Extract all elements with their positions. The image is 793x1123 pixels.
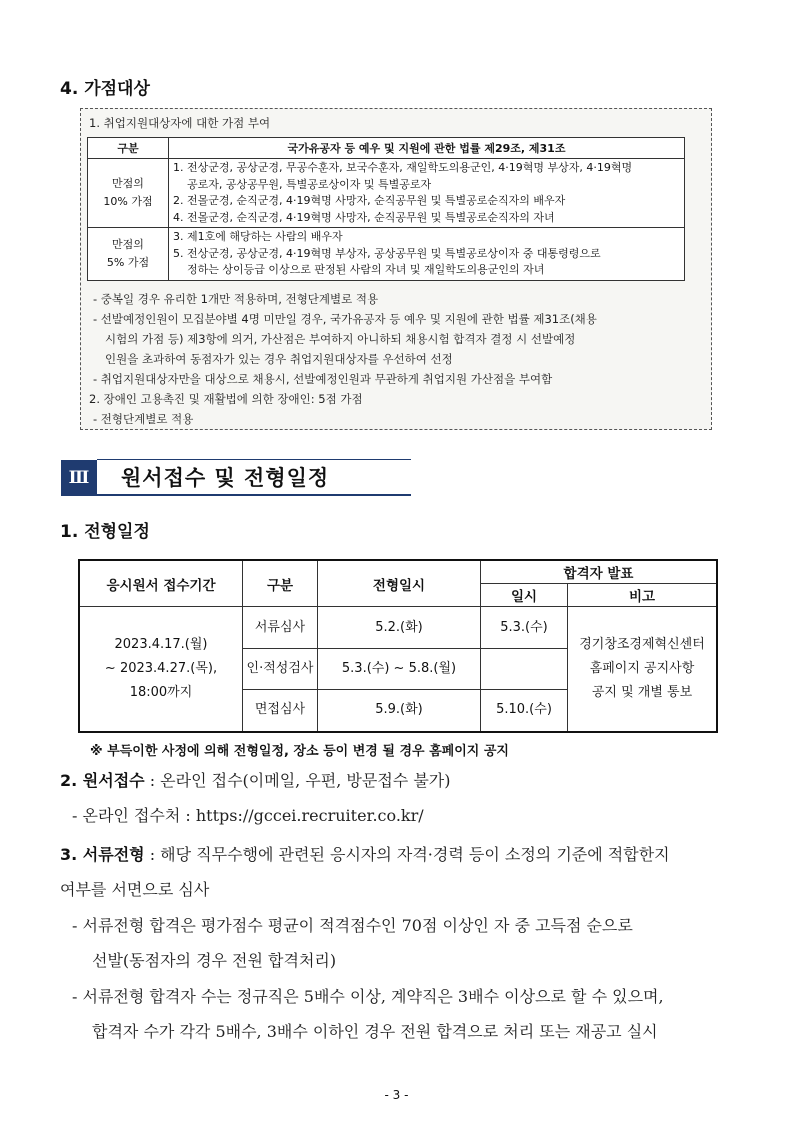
schedule-period-line: 2023.4.17.(월) [114,636,208,652]
bonus-category-line: 만점의 [112,177,144,190]
bonus-category [88,159,169,228]
schedule-type: 서류심사 [243,607,318,649]
bonus-items [169,159,685,228]
screening-bullet: 합격자 수가 각각 5배수, 3배수 이하인 경우 전원 합격으로 처리 또는 재공고 실시 [92,1022,658,1041]
schedule-table [78,559,718,733]
bonus-category-line: 5% 가점 [106,255,150,269]
bonus-category [88,228,169,281]
screening-line [60,842,670,865]
table-row [88,228,685,281]
screening-bullet: 선발(동점자의 경우 전원 합격처리) [92,951,337,970]
schedule-header-datetime: 전형일시 [318,560,481,607]
screening-bullet: - 서류전형 합격자 수는 정규직은 5배수 이상, 계약직은 3배수 이상으로 할 수 있으며, [72,987,664,1006]
bonus-item: 4. 전몰군경, 순직군경, 4·19혁명 사망자, 순직공무원 및 특별공로순직자의 자녀 [173,210,555,224]
schedule-type: 인·적성검사 [243,649,318,690]
application-line [60,768,450,791]
bonus-item: 3. 제1호에 해당하는 사람의 배우자 [173,230,343,243]
section-rule-top [97,459,411,460]
schedule-type: 면접심사 [243,690,318,732]
schedule-announce-date: 5.3.(수) [481,607,568,649]
bonus-note: - 취업지원대상자만을 대상으로 채용시, 선발예정인원과 무관하게 취업지원 가산점을 부여함 [93,372,553,386]
bonus-note: - 중복일 경우 유리한 1개만 적용하며, 전형단계별로 적용 [93,292,379,306]
schedule-remark-line: 홈페이지 공지사항 [589,660,695,676]
bonus-category-line: 만점의 [112,237,144,251]
bonus-note: - 전형단계별로 적용 [93,412,194,426]
bonus-box [80,108,712,430]
bonus-note: 인원을 초과하여 동점자가 있는 경우 취업지원대상자를 우선하여 선정 [105,352,453,366]
section-rule-bottom [97,494,411,496]
section-title: 원서접수 및 전형일정 [121,466,330,490]
bonus-table-header-law: 국가유공자 등 예우 및 지원에 관한 법률 제29조, 제31조 [169,138,685,159]
screening-cont: 여부를 서면으로 심사 [60,880,210,899]
schedule-header-remark: 비고 [568,584,718,607]
schedule-announce-date [481,649,568,690]
application-label: 2. 원서접수 [60,771,145,790]
bonus-item: 1. 전상군경, 공상군경, 무공수훈자, 보국수훈자, 재일학도의용군인, 4·19혁명 부상자, 4·19혁명 [173,161,633,174]
schedule-datetime: 5.2.(화) [318,607,481,649]
bonus-note: 2. 장애인 고용촉진 및 재활법에 의한 장애인: 5점 가점 [89,392,363,406]
page-number: - 3 - [384,1088,409,1102]
bonus-note: 시험의 가점 등) 제3항에 의거, 가산점은 부여하지 아니하되 채용시험 합격자 결정 시 선발예정 [105,332,576,346]
schedule-header-type: 구분 [243,560,318,607]
section-number-badge: Ⅲ [61,460,97,496]
application-text: : 온라인 접수(이메일, 우편, 방문접수 불가) [144,771,451,790]
schedule-heading: 1. 전형일정 [60,522,150,542]
bonus-table-header-type: 구분 [88,138,169,159]
bonus-table [87,137,685,281]
schedule-announce-date: 5.10.(수) [481,690,568,732]
schedule-period-line: ~ 2023.4.27.(목), [104,660,218,676]
schedule-remark [568,607,718,732]
schedule-datetime: 5.3.(수) ~ 5.8.(월) [318,649,481,690]
schedule-datetime: 5.9.(화) [318,690,481,732]
application-url-line: - 온라인 접수처 : https://gccei.recruiter.co.kr/ [72,806,424,825]
bonus-intro: 1. 취업지원대상자에 대한 가점 부여 [89,116,271,130]
schedule-remark-line: 공지 및 개별 통보 [591,684,693,700]
schedule-period [79,607,243,732]
section-heading-bonus: 4. 가점대상 [60,79,150,99]
table-row [88,159,685,228]
schedule-header-announce-date: 일시 [481,584,568,607]
schedule-remark-line: 경기창조경제혁신센터 [579,636,705,652]
bonus-category-line: 10% 가점 [103,195,153,208]
schedule-note: ※ 부득이한 사정에 의해 전형일정, 장소 등이 변경 될 경우 홈페이지 공지 [90,744,509,759]
screening-bullet: - 서류전형 합격은 평가점수 평균이 적격점수인 70점 이상인 자 중 고득점 순으로 [72,916,633,935]
schedule-header-announce: 합격자 발표 [481,560,718,584]
screening-label: 3. 서류전형 [60,845,145,864]
screening-text: : 해당 직무수행에 관련된 응시자의 자격·경력 등이 소정의 기준에 적합한지 [144,845,670,864]
table-row [79,607,717,649]
bonus-item: 정하는 상이등급 이상으로 판정된 사람의 자녀 및 재일학도의용군인의 자녀 [187,263,545,276]
bonus-item: 공로자, 공상공무원, 특별공로상이자 및 특별공로자 [187,177,432,191]
bonus-item: 5. 전상군경, 공상군경, 4·19혁명 부상자, 공상공무원 및 특별공로상이자 중 대통령령으로 [173,246,601,260]
bonus-item: 2. 전몰군경, 순직군경, 4·19혁명 사망자, 순직공무원 및 특별공로순직자의 배우자 [173,194,566,207]
bonus-note: - 선발예정인원이 모집분야별 4명 미만일 경우, 국가유공자 등 예우 및 지원에 관한 법률 제31조(채용 [93,312,597,326]
bonus-items [169,228,685,281]
schedule-period-line: 18:00까지 [129,684,193,700]
schedule-header-period: 응시원서 접수기간 [79,560,243,607]
